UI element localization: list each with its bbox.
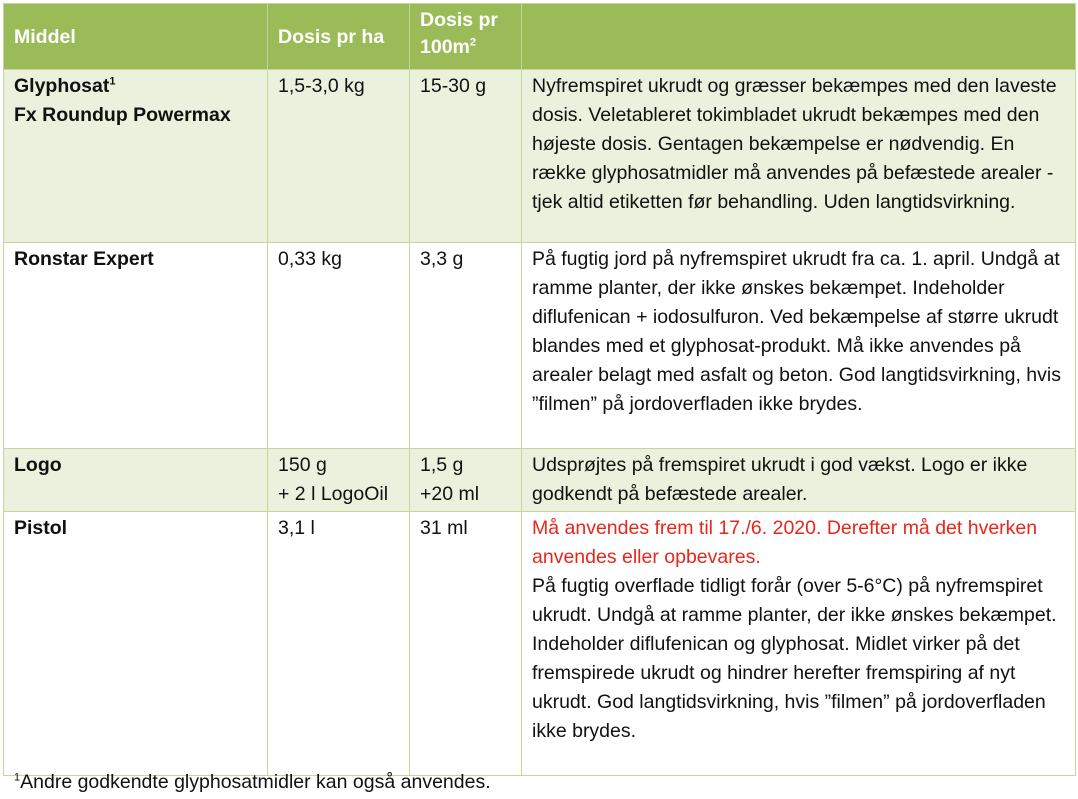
description-text: På fugtig overflade tidligt forår (over 5-6°C) på nyfremspiret ukrudt. Undgå at ramme planter, der ikke ønskes bekæmpet. Indeholder diflufenican og glyphosat. Midlet virker på det fremspirede ukrudt og hindrer herefter fremspiring af nyt ukrudt. God langtidsvirkning, hvis ”filmen” på jordoverfladen ikke brydes. [532,575,1057,742]
header-middel: Middel [4,4,268,70]
footnote-text: Andre godkendte glyphosatmidler kan også anvendes. [20,771,491,793]
cell-description: Nyfremspiret ukrudt og græsser bekæmpes med den laveste dosis. Veletableret tokimbladet ukrudt bekæmpes med den højeste dosis. Gentagen bekæmpelse er nødvendig. En række glyphosatmidler må anvendes på befæstede arealer - tjek altid etiketten før behandling. Uden langtidsvirkning. [522,70,1076,243]
name-roundup: Fx Roundup Powermax [14,104,231,126]
table-row-pistol [4,512,1076,776]
cell-name [4,70,268,243]
dose-100m2-line2: +20 ml [420,483,480,505]
cell-description: På fugtig jord på nyfremspiret ukrudt fra ca. 1. april. Undgå at ramme planter, der ikke ønskes bekæmpet. Indeholder diflufenican + iodosulfuron. Ved bekæmpelse af større ukrudt blandes med et glyphosat-produkt. Må ikke anvendes på arealer belagt med asfalt og beton. God langtidsvirkning, hvis ”filmen” på jordoverfladen ikke brydes. [522,243,1076,449]
footnote [14,768,491,797]
name-glyphosat: Glyphosat [14,75,110,97]
header-dosis-superscript: 2 [469,36,476,49]
cell-name: Pistol [4,512,268,776]
dose-ha-line1: 150 g [278,454,327,476]
table-header [4,4,1076,70]
table-row-logo [4,449,1076,512]
header-dosis-line1: Dosis pr [420,9,499,31]
dose-100m2-line1: 1,5 g [420,454,464,476]
footnote-marker: 1 [109,75,116,88]
header-description [522,4,1076,70]
table-row-glyphosat [4,70,1076,243]
footnote-number: 1 [14,771,21,784]
cell-dose-100m2 [410,449,522,512]
cell-name: Logo [4,449,268,512]
warning-text: Må anvendes frem til 17./6. 2020. Derefter må det hverken anvendes eller opbevares. [532,517,1038,568]
cell-dose-ha [268,449,410,512]
cell-dose-ha: 3,1 l [268,512,410,776]
header-dosis-line2: 100m [420,36,470,58]
cell-description [522,512,1076,776]
table-row-ronstar [4,243,1076,449]
header-row [4,4,1076,70]
cell-description: Udsprøjtes på fremspiret ukrudt i god vækst. Logo er ikke godkendt på befæstede arealer. [522,449,1076,512]
cell-dose-100m2: 31 ml [410,512,522,776]
header-dosis-pr-100m2 [410,4,522,70]
cell-dose-100m2: 3,3 g [410,243,522,449]
dose-ha-line2: + 2 l LogoOil [278,483,389,505]
cell-dose-ha: 0,33 kg [268,243,410,449]
header-dosis-pr-ha: Dosis pr ha [268,4,410,70]
cell-dose-100m2: 15-30 g [410,70,522,243]
cell-name: Ronstar Expert [4,243,268,449]
herbicide-table [3,3,1076,776]
cell-dose-ha: 1,5-3,0 kg [268,70,410,243]
